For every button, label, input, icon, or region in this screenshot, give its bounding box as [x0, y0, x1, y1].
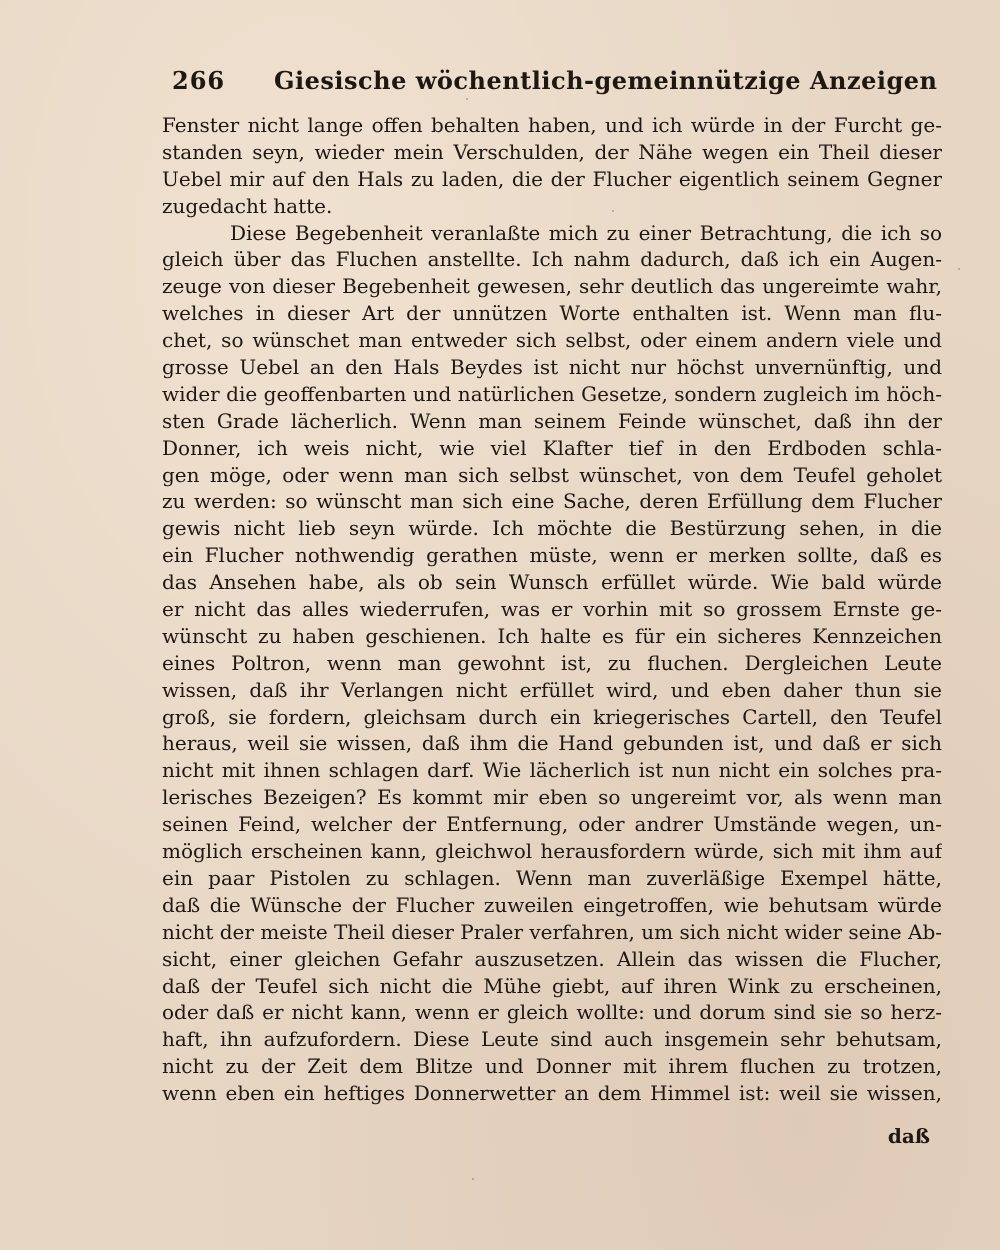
- catchword: daß: [887, 1124, 930, 1148]
- text-line: sicht, einer gleichen Gefahr auszusetzen. Allein das wissen die Flucher,: [162, 946, 942, 971]
- text-line: haft, ihn aufzufordern. Diese Leute sind auch insgemein sehr behutsam,: [162, 1027, 942, 1052]
- text-line: daß die Wünsche der Flucher zuweilen eingetroffen, wie behutsam würde: [162, 892, 942, 917]
- body-text: [162, 112, 942, 1107]
- text-line: daß der Teufel sich nicht die Mühe giebt, auf ihren Wink zu erscheinen,: [162, 973, 942, 998]
- text-line: welches in dieser Art der unnützen Worte enthalten ist. Wenn man flu-: [162, 301, 942, 326]
- text-line: wenn eben ein heftiges Donnerwetter an dem Himmel ist: weil sie wissen,: [162, 1081, 942, 1106]
- text-line: Fenster nicht lange offen behalten haben, und ich würde in der Furcht ge-: [162, 113, 942, 137]
- text-line: seinen Feind, welcher der Entfernung, oder andrer Umstände wegen, un-: [162, 812, 942, 837]
- paper-speck: [612, 210, 614, 212]
- text-line: zu werden: so wünscht man sich eine Sache, deren Erfüllung dem Flucher: [162, 489, 942, 514]
- text-line: wissen, daß ihr Verlangen nicht erfüllet wird, und eben daher thun sie: [162, 677, 942, 702]
- text-line: gen möge, oder wenn man sich selbst wünschet, von dem Teufel geholet: [162, 462, 942, 487]
- text-line: sten Grade lächerlich. Wenn man seinem Feinde wünschet, daß ihn der: [162, 408, 942, 433]
- text-line: nicht mit ihnen schlagen darf. Wie lächerlich ist nun nicht ein solches pra-: [162, 758, 942, 783]
- text-line: oder daß er nicht kann, wenn er gleich wollte: und dorum sind sie so herz-: [162, 1000, 942, 1025]
- text-line: er nicht das alles wiederrufen, was er vorhin mit so grossem Ernste ge-: [162, 597, 942, 622]
- text-line: Uebel mir auf den Hals zu laden, die der Flucher eigentlich seinem Gegner: [162, 166, 942, 191]
- paper-speck: [466, 98, 468, 100]
- text-line: zeuge von dieser Begebenheit gewesen, sehr deutlich das ungereimte wahr,: [162, 274, 942, 299]
- text-line: wider die geoffenbarten und natürlichen Gesetze, sondern zugleich im höch-: [162, 381, 942, 406]
- text-line: gewis nicht lieb seyn würde. Ich möchte die Bestürzung sehen, in die: [162, 516, 942, 541]
- text-line: nicht zu der Zeit dem Blitze und Donner mit ihrem fluchen zu trotzen,: [162, 1054, 942, 1079]
- text-line: eines Poltron, wenn man gewohnt ist, zu fluchen. Dergleichen Leute: [162, 650, 942, 675]
- text-line: wünscht zu haben geschienen. Ich halte es für ein sicheres Kennzeichen: [162, 623, 942, 648]
- text-line: das Ansehen habe, als ob sein Wunsch erfüllet würde. Wie bald würde: [162, 570, 942, 595]
- text-line: chet, so wünschet man entweder sich selbst, oder einem andern viele und: [162, 328, 942, 353]
- text-line: lerisches Bezeigen? Es kommt mir eben so ungereimt vor, als wenn man: [162, 785, 942, 810]
- paragraph-first-line: Diese Begebenheit veranlaßte mich zu einer Betrachtung, die ich so: [230, 220, 942, 245]
- text-line: ein paar Pistolen zu schlagen. Wenn man zuverläßige Exempel hätte,: [162, 865, 942, 890]
- text-line: standen seyn, wieder mein Verschulden, der Nähe wegen ein Theil dieser: [162, 139, 942, 164]
- text-line: zugedacht hatte.: [162, 193, 333, 218]
- text-line: grosse Uebel an den Hals Beydes ist nicht nur höchst unvernünftig, und: [162, 355, 942, 380]
- paper-speck: [958, 268, 960, 270]
- page-number: 266: [172, 66, 226, 95]
- text-line: heraus, weil sie wissen, daß ihm die Hand gebunden ist, und daß er sich: [162, 731, 942, 756]
- page-header: [172, 66, 938, 100]
- text-line: groß, sie fordern, gleichsam durch ein kriegerisches Cartell, den Teufel: [162, 704, 942, 729]
- text-line: Donner, ich weis nicht, wie viel Klafter tief in den Erdboden schla-: [162, 435, 942, 460]
- text-line: gleich über das Fluchen anstellte. Ich nahm dadurch, daß ich ein Augen-: [162, 247, 942, 272]
- text-line: möglich erscheinen kann, gleichwol herausfordern würde, sich mit ihm auf: [162, 839, 942, 864]
- running-title: Giesische wöchentlich-gemeinnützige Anzeigen: [274, 66, 938, 95]
- text-line: nicht der meiste Theil dieser Praler verfahren, um sich nicht wider seine Ab-: [162, 919, 942, 944]
- paper-speck: [472, 1178, 474, 1180]
- text-line: ein Flucher nothwendig gerathen müste, wenn er merken sollte, daß es: [162, 543, 942, 568]
